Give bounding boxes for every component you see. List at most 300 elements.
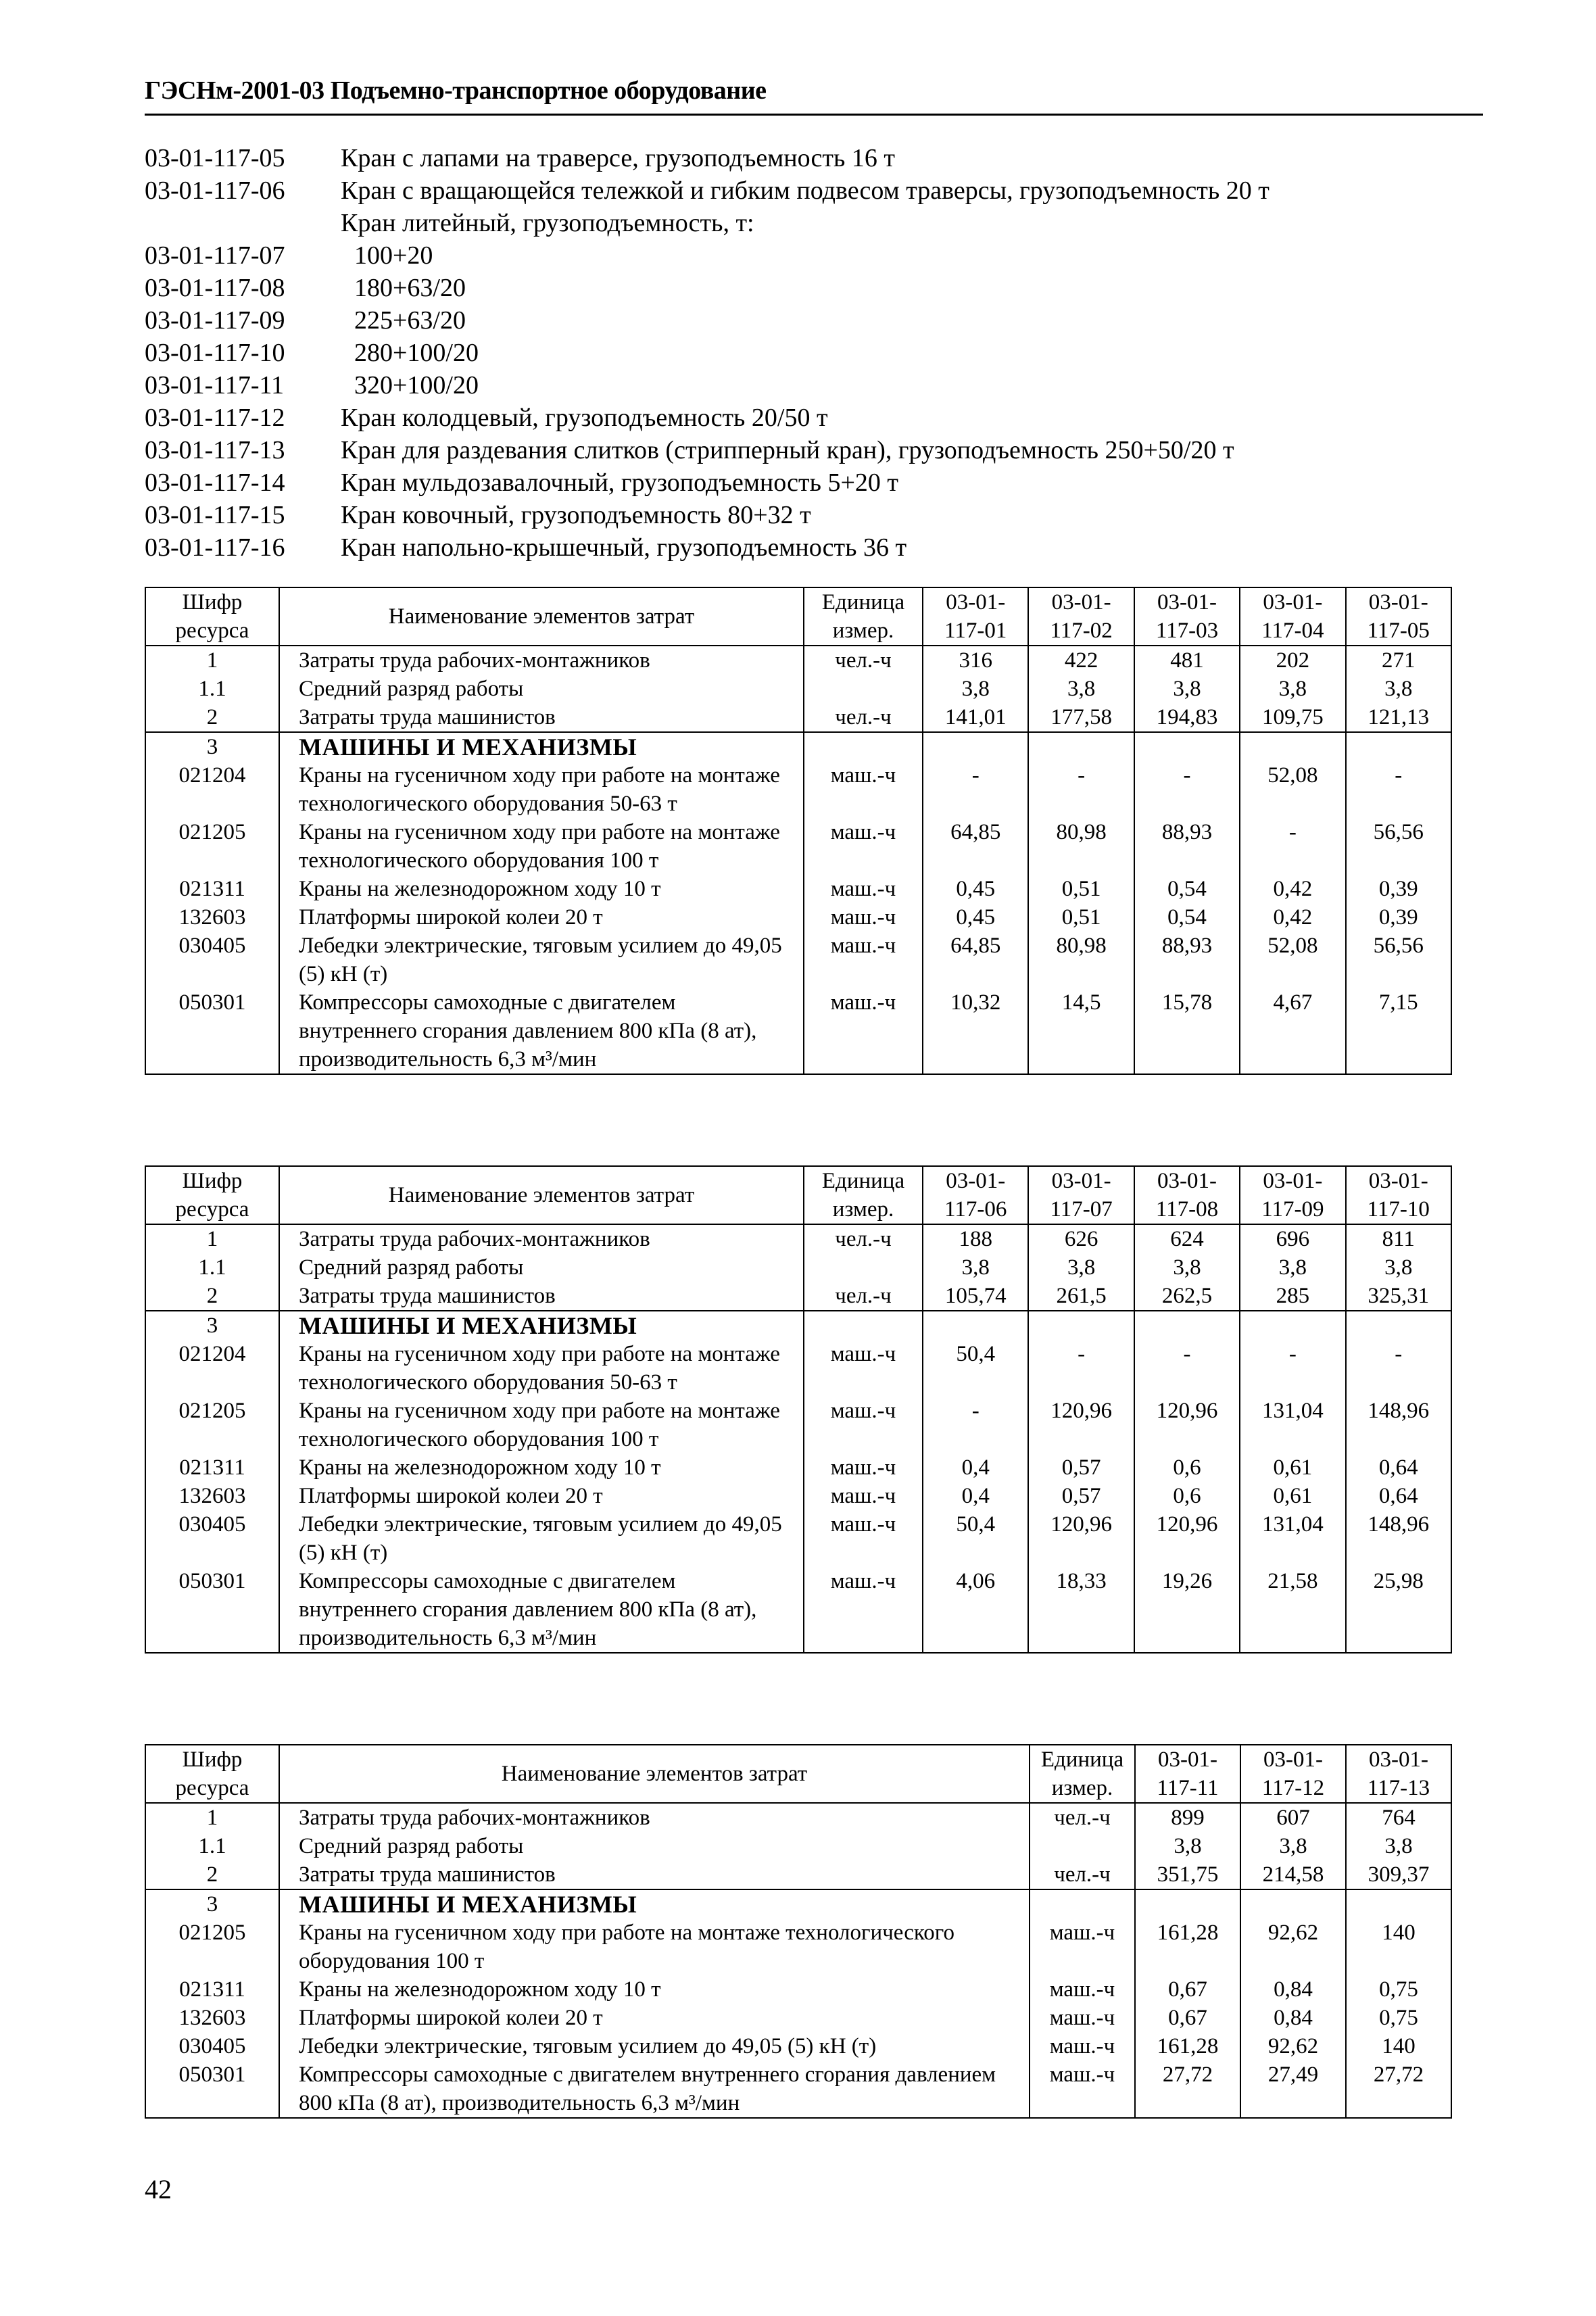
cell-resource-code: 1.1 — [145, 1253, 279, 1282]
cell-value: - — [1028, 761, 1134, 818]
cell-value — [1028, 732, 1134, 761]
cell-unit: маш.-ч — [1030, 1919, 1135, 1975]
table-row — [145, 903, 1451, 932]
cell-resource-code: 1 — [145, 646, 279, 675]
cell-value: 120,96 — [1028, 1510, 1134, 1567]
cell-unit: чел.-ч — [804, 1224, 923, 1253]
cell-unit: маш.-ч — [804, 1453, 923, 1482]
cell-unit — [804, 675, 923, 703]
cell-value: 3,8 — [1346, 675, 1451, 703]
cell-value: 25,98 — [1346, 1567, 1451, 1653]
cell-cost-element: Платформы широкой колеи 20 т — [279, 2004, 1030, 2032]
cell-value: 3,8 — [1240, 1253, 1345, 1282]
cell-resource-code: 030405 — [145, 1510, 279, 1567]
cell-cost-element: Платформы широкой колеи 20 т — [279, 1482, 804, 1510]
cell-value: 80,98 — [1028, 818, 1134, 875]
cell-value: 27,72 — [1346, 2060, 1451, 2118]
cell-cost-element: МАШИНЫ И МЕХАНИЗМЫ — [279, 1889, 1030, 1919]
cell-value: 261,5 — [1028, 1282, 1134, 1311]
table-row — [145, 1919, 1451, 1975]
cell-value: 88,93 — [1134, 932, 1240, 988]
table-row — [145, 1832, 1451, 1860]
norm-table-1 — [145, 587, 1452, 1075]
header-norm-code: 03-01- 117-10 — [1346, 1166, 1451, 1224]
cell-value: 626 — [1028, 1224, 1134, 1253]
cell-value: 88,93 — [1134, 818, 1240, 875]
table-row — [145, 988, 1451, 1074]
cell-value: 50,4 — [923, 1510, 1028, 1567]
code-list-item — [145, 531, 1483, 564]
table-row — [145, 646, 1451, 675]
header-norm-code: 03-01- 117-04 — [1240, 587, 1345, 646]
code-list-description: Кран мульдозавалочный, грузоподъемность 5+20 т — [341, 468, 898, 497]
cell-cost-element: Платформы широкой колеи 20 т — [279, 903, 804, 932]
cell-cost-element: Краны на железнодорожном ходу 10 т — [279, 1453, 804, 1482]
cell-value: 0,42 — [1240, 875, 1345, 903]
code-list-code: 03-01-117-14 — [145, 468, 285, 497]
header-norm-code: 03-01- 117-05 — [1346, 587, 1451, 646]
header-name: Наименование элементов затрат — [279, 587, 804, 646]
table-row — [145, 818, 1451, 875]
cell-resource-code: 1 — [145, 1224, 279, 1253]
cell-value: 14,5 — [1028, 988, 1134, 1074]
cell-unit: чел.-ч — [1030, 1803, 1135, 1832]
cell-value: 18,33 — [1028, 1567, 1134, 1653]
cell-value — [923, 732, 1028, 761]
cell-resource-code: 021311 — [145, 1453, 279, 1482]
header-norm-code: 03-01- 117-01 — [923, 587, 1028, 646]
cell-value: - — [1240, 818, 1345, 875]
cell-unit: маш.-ч — [1030, 2060, 1135, 2118]
cell-cost-element: МАШИНЫ И МЕХАНИЗМЫ — [279, 732, 804, 761]
cell-cost-element: Лебедки электрические, тяговым усилием до 49,05 (5) кН (т) — [279, 932, 804, 988]
header-norm-code: 03-01- 117-08 — [1134, 1166, 1240, 1224]
cell-value: 52,08 — [1240, 761, 1345, 818]
cell-cost-element: Средний разряд работы — [279, 675, 804, 703]
cell-value: 0,64 — [1346, 1482, 1451, 1510]
table-row — [145, 1340, 1451, 1397]
table-row — [145, 675, 1451, 703]
cell-value: - — [1346, 1340, 1451, 1397]
cell-resource-code: 2 — [145, 1282, 279, 1311]
cell-resource-code: 132603 — [145, 2004, 279, 2032]
cell-value: 21,58 — [1240, 1567, 1345, 1653]
cell-value: 3,8 — [1346, 1253, 1451, 1282]
cell-value: 3,8 — [1134, 1253, 1240, 1282]
cell-value: 50,4 — [923, 1340, 1028, 1397]
cell-unit: маш.-ч — [804, 875, 923, 903]
table-header-row — [145, 1166, 1451, 1224]
table-header-row — [145, 1745, 1451, 1803]
cell-resource-code: 3 — [145, 1311, 279, 1340]
cell-value: 161,28 — [1135, 1919, 1240, 1975]
cell-resource-code: 021204 — [145, 761, 279, 818]
cell-resource-code: 021205 — [145, 1919, 279, 1975]
cell-value: 3,8 — [923, 1253, 1028, 1282]
cell-cost-element: Затраты труда машинистов — [279, 703, 804, 732]
cell-resource-code: 021311 — [145, 875, 279, 903]
cell-value: 92,62 — [1240, 2032, 1346, 2060]
cell-unit: маш.-ч — [804, 1397, 923, 1453]
code-list-item — [145, 272, 1483, 304]
cell-value: 0,75 — [1346, 1975, 1451, 2004]
cell-value: 325,31 — [1346, 1282, 1451, 1311]
cell-cost-element: Лебедки электрические, тяговым усилием до 49,05 (5) кН (т) — [279, 2032, 1030, 2060]
header-norm-code: 03-01- 117-13 — [1346, 1745, 1451, 1803]
code-list-code: 03-01-117-11 — [145, 371, 285, 400]
cell-value: 285 — [1240, 1282, 1345, 1311]
cell-value: 19,26 — [1134, 1567, 1240, 1653]
cell-value: 262,5 — [1134, 1282, 1240, 1311]
cell-value — [1346, 1889, 1451, 1919]
cell-cost-element: Компрессоры самоходные с двигателем внутреннего сгорания давлением 800 кПа (8 ат), производительность 6,3 м³/мин — [279, 1567, 804, 1653]
cell-value: 64,85 — [923, 818, 1028, 875]
table-row — [145, 703, 1451, 732]
cell-value: 4,67 — [1240, 988, 1345, 1074]
code-list-code: 03-01-117-15 — [145, 501, 285, 529]
code-list-description: Кран колодцевый, грузоподъемность 20/50 т — [341, 404, 828, 432]
code-list-item — [145, 466, 1483, 499]
cell-unit — [1030, 1832, 1135, 1860]
header-rule — [145, 114, 1483, 116]
cell-cost-element: Затраты труда рабочих-монтажников — [279, 646, 804, 675]
cell-unit: маш.-ч — [804, 818, 923, 875]
cell-cost-element: Лебедки электрические, тяговым усилием до 49,05 (5) кН (т) — [279, 1510, 804, 1567]
cell-value: 177,58 — [1028, 703, 1134, 732]
table-row — [145, 875, 1451, 903]
cell-value: 0,45 — [923, 903, 1028, 932]
cell-cost-element: Краны на гусеничном ходу при работе на монтаже технологического оборудования 50-63 т — [279, 761, 804, 818]
header-norm-code: 03-01- 117-12 — [1240, 1745, 1346, 1803]
cell-value: 121,13 — [1346, 703, 1451, 732]
cell-value: 3,8 — [1240, 1832, 1346, 1860]
cell-resource-code: 3 — [145, 1889, 279, 1919]
cell-value: 120,96 — [1028, 1397, 1134, 1453]
cell-cost-element: Средний разряд работы — [279, 1832, 1030, 1860]
cell-value: 0,51 — [1028, 875, 1134, 903]
cell-value: 0,84 — [1240, 1975, 1346, 2004]
cell-resource-code: 3 — [145, 732, 279, 761]
header-code: Шифр ресурса — [145, 1745, 279, 1803]
cell-value: 0,42 — [1240, 903, 1345, 932]
code-list-code: 03-01-117-10 — [145, 339, 285, 367]
table-row — [145, 1860, 1451, 1889]
cell-value: 0,4 — [923, 1482, 1028, 1510]
cell-unit: маш.-ч — [804, 988, 923, 1074]
header-norm-code: 03-01- 117-02 — [1028, 587, 1134, 646]
norm-table-3 — [145, 1744, 1452, 2119]
cell-value: 3,8 — [1028, 1253, 1134, 1282]
cell-value: 27,49 — [1240, 2060, 1346, 2118]
cell-resource-code: 1.1 — [145, 675, 279, 703]
code-list-item — [145, 142, 1483, 174]
cell-value: 0,75 — [1346, 2004, 1451, 2032]
cell-value: 15,78 — [1134, 988, 1240, 1074]
cell-value: - — [1134, 1340, 1240, 1397]
table-row — [145, 1453, 1451, 1482]
cell-resource-code: 050301 — [145, 2060, 279, 2118]
header-norm-code: 03-01- 117-07 — [1028, 1166, 1134, 1224]
cell-value — [923, 1311, 1028, 1340]
cell-value: 351,75 — [1135, 1860, 1240, 1889]
cell-value: 607 — [1240, 1803, 1346, 1832]
cell-value: 148,96 — [1346, 1510, 1451, 1567]
cell-value: 27,72 — [1135, 2060, 1240, 2118]
table-row — [145, 2060, 1451, 2118]
code-list-item — [145, 337, 1483, 369]
cell-value: 109,75 — [1240, 703, 1345, 732]
cell-cost-element: Затраты труда рабочих-монтажников — [279, 1224, 804, 1253]
cell-value: 3,8 — [1240, 675, 1345, 703]
table-row — [145, 1224, 1451, 1253]
cell-value: 0,57 — [1028, 1482, 1134, 1510]
code-list-item — [145, 239, 1483, 272]
table-row — [145, 1397, 1451, 1453]
cell-value: - — [1346, 761, 1451, 818]
cell-value: 0,45 — [923, 875, 1028, 903]
code-list-code: 03-01-117-12 — [145, 404, 285, 432]
cell-unit: маш.-ч — [804, 932, 923, 988]
cell-value — [1346, 732, 1451, 761]
header-unit: Единица измер. — [804, 587, 923, 646]
cell-value: 140 — [1346, 1919, 1451, 1975]
cell-value: 481 — [1134, 646, 1240, 675]
cell-value: - — [923, 761, 1028, 818]
cell-value: - — [923, 1397, 1028, 1453]
cell-resource-code: 021311 — [145, 1975, 279, 2004]
cell-cost-element: Затраты труда машинистов — [279, 1282, 804, 1311]
cell-cost-element: Краны на гусеничном ходу при работе на монтаже технологического оборудования 100 т — [279, 818, 804, 875]
table-row — [145, 1567, 1451, 1653]
cell-value: 422 — [1028, 646, 1134, 675]
cell-cost-element: Компрессоры самоходные с двигателем внутреннего сгорания давлением 800 кПа (8 ат), производительность 6,3 м³/мин — [279, 2060, 1030, 2118]
cell-unit: маш.-ч — [804, 1510, 923, 1567]
norm-table-2 — [145, 1165, 1452, 1654]
table-row — [145, 1510, 1451, 1567]
cell-value — [1240, 1311, 1345, 1340]
cell-value: 131,04 — [1240, 1510, 1345, 1567]
cell-value — [1134, 732, 1240, 761]
cell-value: 0,6 — [1134, 1482, 1240, 1510]
cell-cost-element: Средний разряд работы — [279, 1253, 804, 1282]
cell-unit: маш.-ч — [804, 1482, 923, 1510]
cell-cost-element: Затраты труда рабочих-монтажников — [279, 1803, 1030, 1832]
cell-value: 811 — [1346, 1224, 1451, 1253]
cell-cost-element: МАШИНЫ И МЕХАНИЗМЫ — [279, 1311, 804, 1340]
cell-value: - — [1240, 1340, 1345, 1397]
cell-value: 3,8 — [1135, 1832, 1240, 1860]
code-list-description: Кран для раздевания слитков (стрипперный кран), грузоподъемность 250+50/20 т — [341, 436, 1234, 464]
cell-value: 10,32 — [923, 988, 1028, 1074]
cell-value: 624 — [1134, 1224, 1240, 1253]
table-row — [145, 932, 1451, 988]
header-code: Шифр ресурса — [145, 587, 279, 646]
cell-cost-element: Краны на железнодорожном ходу 10 т — [279, 1975, 1030, 2004]
cell-value: 120,96 — [1134, 1510, 1240, 1567]
code-list-description: 180+63/20 — [354, 274, 466, 302]
cell-value: 131,04 — [1240, 1397, 1345, 1453]
table-row — [145, 1803, 1451, 1832]
cell-resource-code: 050301 — [145, 988, 279, 1074]
header-norm-code: 03-01- 117-09 — [1240, 1166, 1345, 1224]
cell-value: - — [1134, 761, 1240, 818]
code-list-code: 03-01-117-07 — [145, 241, 285, 270]
page-number: 42 — [145, 2174, 172, 2204]
cell-value: 105,74 — [923, 1282, 1028, 1311]
cell-unit: чел.-ч — [804, 703, 923, 732]
cell-value: 161,28 — [1135, 2032, 1240, 2060]
cell-resource-code: 021205 — [145, 818, 279, 875]
code-list-item — [145, 207, 1483, 239]
code-list-description: 100+20 — [354, 241, 433, 270]
cell-value: 0,54 — [1134, 903, 1240, 932]
code-list-description: Кран ковочный, грузоподъемность 80+32 т — [341, 501, 811, 529]
cell-unit — [804, 1311, 923, 1340]
cell-value: 52,08 — [1240, 932, 1345, 988]
cell-value — [1134, 1311, 1240, 1340]
cell-resource-code: 030405 — [145, 932, 279, 988]
header-name: Наименование элементов затрат — [279, 1166, 804, 1224]
cell-value: 0,67 — [1135, 1975, 1240, 2004]
code-list-item — [145, 434, 1483, 466]
cell-cost-element: Краны на гусеничном ходу при работе на монтаже технологического оборудования 100 т — [279, 1919, 1030, 1975]
cell-unit: чел.-ч — [804, 646, 923, 675]
cell-unit: маш.-ч — [1030, 2032, 1135, 2060]
cell-value: 56,56 — [1346, 932, 1451, 988]
cell-value: 120,96 — [1134, 1397, 1240, 1453]
cell-unit — [804, 1253, 923, 1282]
code-list-description: Кран с вращающейся тележкой и гибким подвесом траверсы, грузоподъемность 20 т — [341, 176, 1269, 205]
cell-value: 764 — [1346, 1803, 1451, 1832]
table-row — [145, 1889, 1451, 1919]
code-list-description: 280+100/20 — [354, 339, 479, 367]
cell-unit: маш.-ч — [1030, 1975, 1135, 2004]
cell-value: 696 — [1240, 1224, 1345, 1253]
cell-resource-code: 132603 — [145, 1482, 279, 1510]
cell-resource-code: 1.1 — [145, 1832, 279, 1860]
table-header-row — [145, 587, 1451, 646]
cell-cost-element: Краны на гусеничном ходу при работе на монтаже технологического оборудования 50-63 т — [279, 1340, 804, 1397]
code-list-item — [145, 174, 1483, 207]
header-norm-code: 03-01- 117-06 — [923, 1166, 1028, 1224]
cell-unit — [1030, 1889, 1135, 1919]
cell-value: 141,01 — [923, 703, 1028, 732]
cell-value: 0,39 — [1346, 875, 1451, 903]
cell-value: 899 — [1135, 1803, 1240, 1832]
cell-value: 148,96 — [1346, 1397, 1451, 1453]
code-list-item — [145, 304, 1483, 337]
cell-unit — [804, 732, 923, 761]
cell-value: 188 — [923, 1224, 1028, 1253]
cell-value: 56,56 — [1346, 818, 1451, 875]
cell-value: 3,8 — [1028, 675, 1134, 703]
cell-value: 271 — [1346, 646, 1451, 675]
cell-value: 0,84 — [1240, 2004, 1346, 2032]
code-list-code: 03-01-117-08 — [145, 274, 285, 302]
code-list-code: 03-01-117-09 — [145, 306, 285, 335]
header-code: Шифр ресурса — [145, 1166, 279, 1224]
cell-unit: маш.-ч — [804, 1567, 923, 1653]
code-list-description: 225+63/20 — [354, 306, 466, 335]
cell-value: 80,98 — [1028, 932, 1134, 988]
cell-unit: маш.-ч — [1030, 2004, 1135, 2032]
cell-value: 64,85 — [923, 932, 1028, 988]
header-unit: Единица измер. — [1030, 1745, 1135, 1803]
cell-unit: маш.-ч — [804, 1340, 923, 1397]
code-list-description: Кран литейный, грузоподъемность, т: — [341, 209, 754, 237]
page-header: ГЭСНм-2001-03 Подъемно-транспортное оборудование — [145, 76, 767, 105]
cell-value: 0,4 — [923, 1453, 1028, 1482]
cell-value: 214,58 — [1240, 1860, 1346, 1889]
cell-resource-code: 1 — [145, 1803, 279, 1832]
cell-value: 309,37 — [1346, 1860, 1451, 1889]
cell-resource-code: 132603 — [145, 903, 279, 932]
code-list-item — [145, 402, 1483, 434]
cell-value: 3,8 — [923, 675, 1028, 703]
cell-resource-code: 030405 — [145, 2032, 279, 2060]
cell-resource-code: 2 — [145, 703, 279, 732]
table-row — [145, 2004, 1451, 2032]
table-row — [145, 1482, 1451, 1510]
cell-resource-code: 050301 — [145, 1567, 279, 1653]
cell-value: 0,61 — [1240, 1453, 1345, 1482]
header-norm-code: 03-01- 117-03 — [1134, 587, 1240, 646]
cell-value: 3,8 — [1346, 1832, 1451, 1860]
code-list-item — [145, 369, 1483, 402]
header-unit: Единица измер. — [804, 1166, 923, 1224]
code-list-item — [145, 499, 1483, 531]
cell-value: 0,57 — [1028, 1453, 1134, 1482]
code-list-description: 320+100/20 — [354, 371, 479, 400]
cell-value: 316 — [923, 646, 1028, 675]
header-norm-code: 03-01- 117-11 — [1135, 1745, 1240, 1803]
cell-value — [1240, 732, 1345, 761]
cell-value — [1135, 1889, 1240, 1919]
table-row — [145, 1282, 1451, 1311]
cell-value: 0,54 — [1134, 875, 1240, 903]
cell-resource-code: 021204 — [145, 1340, 279, 1397]
cell-resource-code: 021205 — [145, 1397, 279, 1453]
cell-value: 3,8 — [1134, 675, 1240, 703]
cell-value: 7,15 — [1346, 988, 1451, 1074]
table-row — [145, 732, 1451, 761]
cell-value: 0,51 — [1028, 903, 1134, 932]
table-row — [145, 761, 1451, 818]
cell-value — [1346, 1311, 1451, 1340]
code-list-code: 03-01-117-16 — [145, 533, 285, 562]
table-row — [145, 2032, 1451, 2060]
cell-value: 0,6 — [1134, 1453, 1240, 1482]
cell-value: 0,67 — [1135, 2004, 1240, 2032]
code-list-description: Кран с лапами на траверсе, грузоподъемность 16 т — [341, 144, 895, 172]
code-list — [145, 142, 1483, 564]
cell-value: 140 — [1346, 2032, 1451, 2060]
cell-cost-element: Затраты труда машинистов — [279, 1860, 1030, 1889]
cell-value: 4,06 — [923, 1567, 1028, 1653]
cell-cost-element: Краны на гусеничном ходу при работе на монтаже технологического оборудования 100 т — [279, 1397, 804, 1453]
cell-unit: чел.-ч — [804, 1282, 923, 1311]
table-row — [145, 1975, 1451, 2004]
cell-unit: маш.-ч — [804, 903, 923, 932]
cell-value: - — [1028, 1340, 1134, 1397]
cell-value: 0,64 — [1346, 1453, 1451, 1482]
code-list-code: 03-01-117-13 — [145, 436, 285, 464]
table-row — [145, 1253, 1451, 1282]
cell-value: 0,39 — [1346, 903, 1451, 932]
code-list-description: Кран напольно-крышечный, грузоподъемность 36 т — [341, 533, 907, 562]
code-list-code: 03-01-117-05 — [145, 144, 285, 172]
cell-cost-element: Компрессоры самоходные с двигателем внутреннего сгорания давлением 800 кПа (8 ат), производительность 6,3 м³/мин — [279, 988, 804, 1074]
